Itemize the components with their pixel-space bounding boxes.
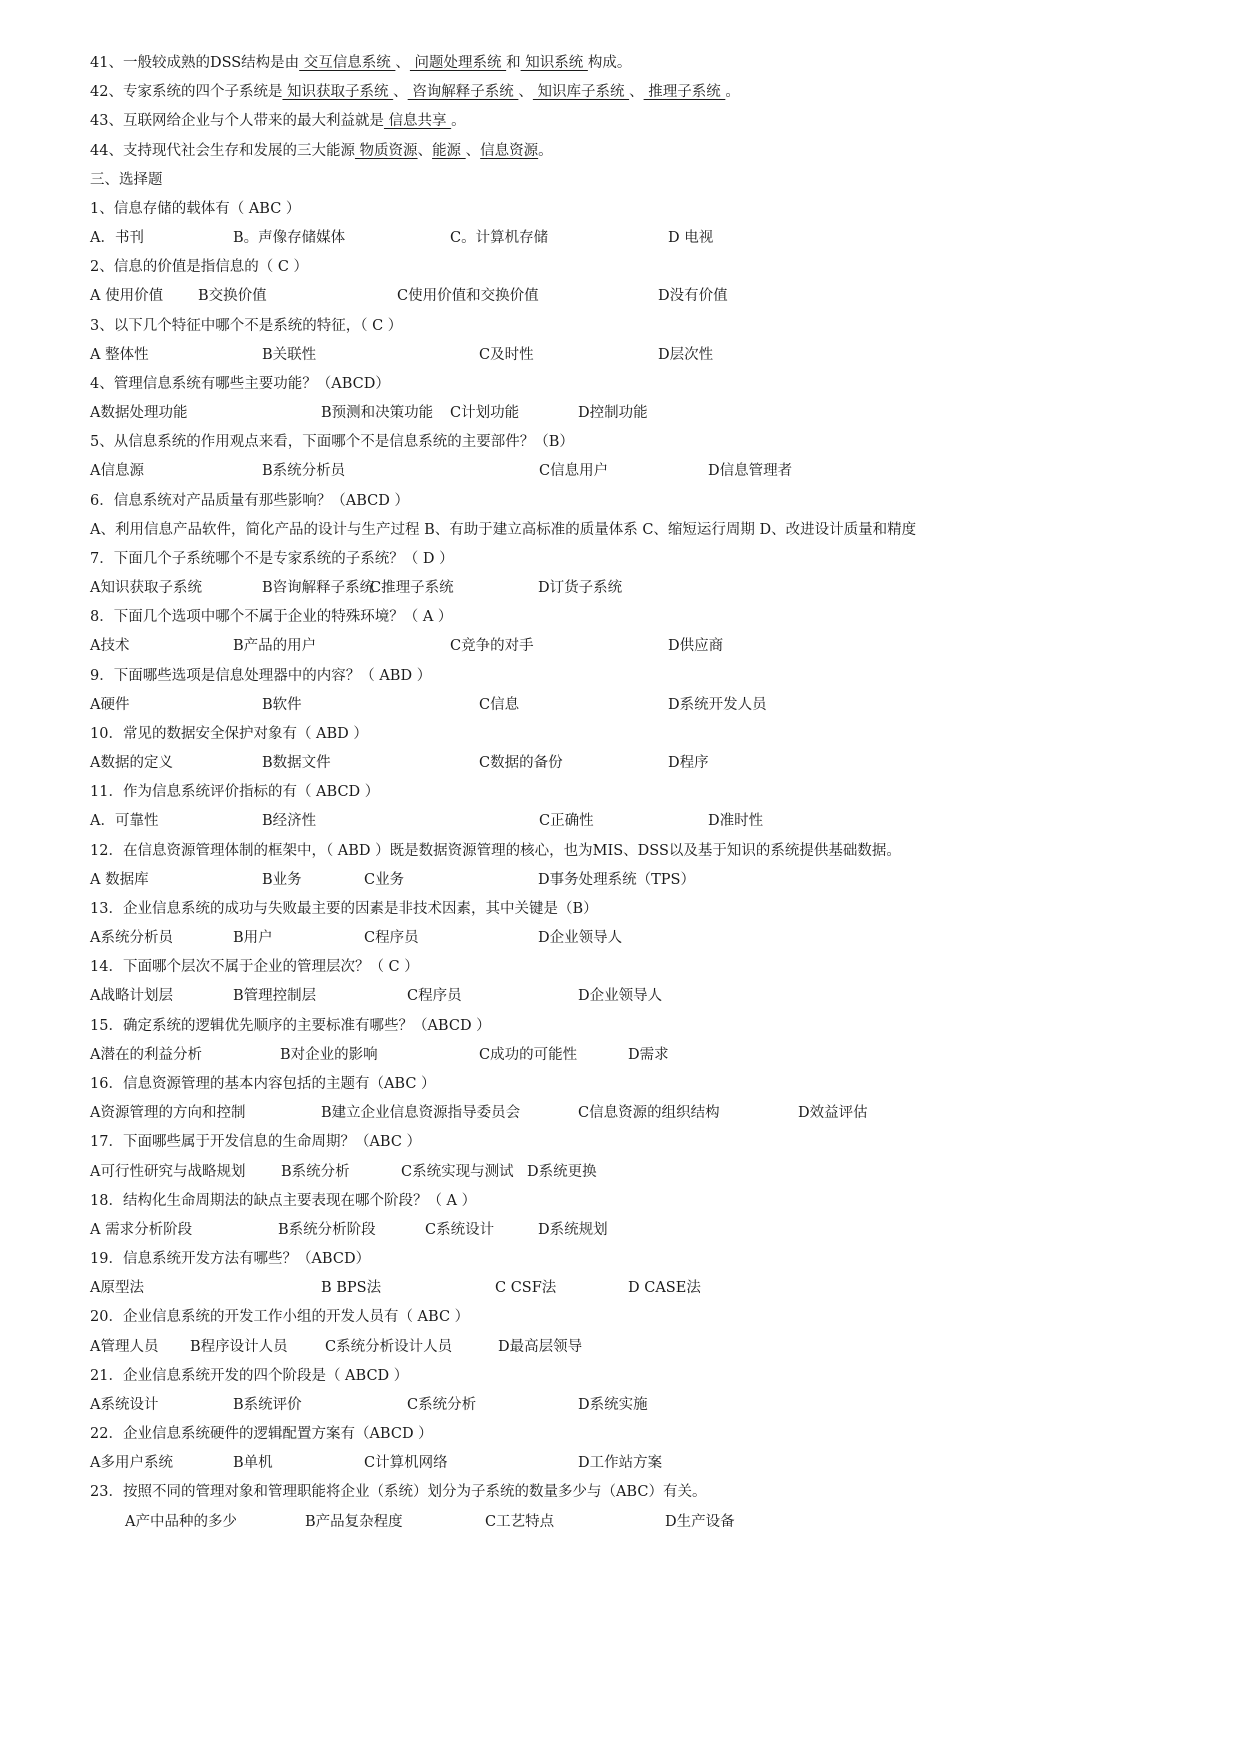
option-b: B系统分析阶段 [278,1221,376,1238]
option-b: B系统分析 [281,1163,350,1180]
option-a: A 需求分析阶段 [90,1221,193,1238]
item-text: 构成。 [587,55,632,71]
option-c: C业务 [364,871,405,888]
option-a: A管理人员 [90,1338,159,1355]
question-text: 13．企业信息系统的成功与失败最主要的因素是非技术因素，其中关键是（B） [90,900,598,917]
item-text: 。 [538,142,553,159]
question-text: A、利用信息产品软件，简化产品的设计与生产过程 B、有助于建立高标准的质量体系 C、缩短运行周期 D、改进设计质量和精度 [90,521,917,538]
option-d: D系统规划 [538,1221,608,1238]
question-text: 7．下面几个子系统哪个不是专家系统的子系统？（ D ） [90,550,454,567]
fill-in-item [90,50,631,76]
item-text: 、 [518,84,533,101]
option-c: C推理子系统 [370,580,454,597]
option-c: C系统分析 [407,1396,477,1413]
option-b: B关联性 [262,346,317,363]
option-d: D工作站方案 [578,1455,663,1472]
question-text: 8．下面几个选项中哪个不属于企业的特殊环境？（ A ） [90,609,453,626]
option-a: A数据处理功能 [90,405,188,421]
option-d: D需求 [628,1046,669,1063]
option-b: B用户 [233,930,273,947]
option-a: A战略计划层 [90,988,173,1005]
question-text: 17．下面哪些属于开发信息的生命周期？（ABC ） [90,1134,422,1151]
option-c: C程序员 [407,988,462,1005]
option-b: B咨询解释子系统 [262,580,375,597]
item-text: 42、专家系统的四个子系统是 [90,84,283,101]
option-d: D企业领导人 [538,930,623,947]
option-d: D信息管理者 [708,463,793,480]
option-c: C成功的可能性 [479,1046,578,1063]
section-heading: 三、选择题 [90,171,163,188]
question-text: 22．企业信息系统硬件的逻辑配置方案有（ABCD ） [90,1426,433,1442]
option-d: D系统实施 [578,1396,648,1413]
option-b: B系统评价 [233,1396,302,1413]
option-b: B产品的用户 [233,638,317,655]
question-text: 4、管理信息系统有哪些主要功能？（ABCD） [90,375,390,392]
option-c: C竞争的对手 [450,638,534,655]
question-text: 20．企业信息系统的开发工作小组的开发人员有（ ABC ） [90,1309,470,1326]
answer-blank: 交互信息系统 [299,55,396,71]
answer-blank: 物质资源 [354,142,418,159]
question-text: 9．下面哪些选项是信息处理器中的内容？（ ABD ） [90,667,432,684]
fill-in-item [90,108,466,134]
answer-blank: 能源 [432,142,466,159]
option-b: B产品复杂程度 [305,1513,403,1530]
option-a: A．可靠性 [90,813,159,830]
option-b: B数据文件 [262,755,331,772]
item-text: 和 [506,55,521,71]
option-c: C信息资源的组织结构 [578,1105,720,1122]
option-c: C数据的备份 [479,755,563,772]
option-d: D系统更换 [527,1163,597,1180]
answer-blank: 推理子系统 [643,84,726,101]
item-text: 、 [629,84,644,101]
answer-blank: 咨询解释子系统 [407,84,519,101]
question-text: 23．按照不同的管理对象和管理职能将企业（系统）划分为子系统的数量多少与（ABC）有关。 [90,1484,707,1501]
option-d: D 电视 [668,230,714,246]
option-b: B系统分析员 [262,463,346,480]
option-d: D CASE法 [628,1280,701,1297]
option-b: B建立企业信息资源指导委员会 [321,1105,521,1122]
option-d: D生产设备 [665,1513,735,1530]
option-a: A潜在的利益分析 [90,1046,202,1063]
option-c: C使用价值和交换价值 [397,288,539,305]
item-text: 41、一般较成熟的DSS结构是由 [90,55,300,71]
answer-blank: 知识获取子系统 [282,84,394,101]
question-text: 18．结构化生命周期法的缺点主要表现在哪个阶段？（ A ） [90,1192,477,1209]
item-text: 、 [395,55,410,71]
option-d: D事务处理系统（TPS） [538,871,695,888]
option-d: D系统开发人员 [668,696,767,713]
fill-in-item [90,138,553,164]
question-text: 10．常见的数据安全保护对象有（ ABD ） [90,725,368,742]
option-b: B预测和决策功能 [321,405,434,421]
option-a: A系统设计 [90,1396,159,1413]
option-d: D企业领导人 [578,988,663,1005]
question-text: 12．在信息资源管理体制的框架中，（ ABD ）既是数据资源管理的核心，也为MIS、DSS以及基于知识的系统提供基础数据。 [90,842,901,859]
option-c: C程序员 [364,930,419,947]
option-d: D最高层领导 [498,1338,583,1355]
option-a: A 使用价值 [90,288,164,305]
option-d: D供应商 [668,638,724,655]
answer-blank: 知识库子系统 [532,84,630,101]
option-d: D程序 [668,755,709,772]
question-text: 2、信息的价值是指信息的（ C ） [90,259,309,276]
answer-blank: 信息共享 [383,113,452,130]
option-c: C系统分析设计人员 [325,1338,453,1355]
question-text: 19．信息系统开发方法有哪些？（ABCD） [90,1251,371,1267]
option-a: A可行性研究与战略规划 [90,1163,246,1180]
option-b: B经济性 [262,813,317,830]
item-text: 43、互联网给企业与个人带来的最大利益就是 [90,113,384,130]
option-b: B单机 [233,1455,273,1472]
option-a: A原型法 [90,1280,144,1297]
option-a: A 整体性 [90,346,149,363]
item-text: 、 [393,84,408,101]
option-a: A．书刊 [90,230,144,246]
option-d: D控制功能 [578,405,648,421]
question-text: 15．确定系统的逻辑优先顺序的主要标准有哪些？（ABCD ） [90,1017,491,1034]
option-c: C。计算机存储 [450,230,549,246]
option-c: C信息用户 [539,463,609,480]
option-d: D准时性 [708,813,764,830]
option-b: B软件 [262,696,302,713]
option-d: D效益评估 [798,1105,868,1122]
option-c: C CSF法 [495,1280,557,1297]
option-b: B。声像存储媒体 [233,230,346,246]
answer-blank: 知识系统 [520,55,588,71]
option-a: A产中品种的多少 [125,1513,237,1530]
option-c: C系统实现与测试 [401,1163,514,1180]
question-text: 1、信息存储的载体有（ ABC ） [90,200,301,217]
item-text: 44、支持现代社会生存和发展的三大能源 [90,142,355,159]
option-b: B程序设计人员 [190,1338,288,1355]
question-text: 11．作为信息系统评价指标的有（ ABCD ） [90,784,380,801]
option-d: D没有价值 [658,288,728,305]
item-text: 。 [725,84,740,101]
item-text: 、 [465,142,481,159]
option-a: A信息源 [90,463,144,480]
option-a: A知识获取子系统 [90,580,202,597]
question-text: 3、以下几个特征中哪个不是系统的特征，（ C ） [90,317,403,334]
answer-blank: 信息资源 [480,142,539,159]
answer-blank: 问题处理系统 [409,55,507,71]
option-b: B业务 [262,871,302,888]
question-text: 6．信息系统对产品质量有那些影响？（ABCD ） [90,492,409,509]
option-c: C计算机网络 [364,1455,448,1472]
question-text: 16．信息资源管理的基本内容包括的主题有（ABC ） [90,1076,436,1092]
fill-in-item [90,79,740,105]
option-a: A资源管理的方向和控制 [90,1105,246,1122]
option-b: B交换价值 [198,288,267,305]
option-a: A系统分析员 [90,930,173,947]
option-a: A 数据库 [90,871,149,888]
question-text: 14．下面哪个层次不属于企业的管理层次？（ C ） [90,959,419,976]
option-b: B对企业的影响 [280,1046,378,1063]
question-text: 21．企业信息系统开发的四个阶段是（ ABCD ） [90,1367,409,1384]
option-c: C工艺特点 [485,1513,555,1530]
option-a: A多用户系统 [90,1455,173,1472]
option-a: A硬件 [90,696,130,713]
option-a: A技术 [90,638,130,655]
option-c: C计划功能 [450,405,520,421]
option-a: A数据的定义 [90,755,173,772]
option-c: C信息 [479,696,520,713]
option-d: D订货子系统 [538,580,623,597]
item-text: 、 [417,142,433,159]
option-c: C系统设计 [425,1221,495,1238]
option-b: B BPS法 [321,1280,382,1297]
option-d: D层次性 [658,346,714,363]
option-c: C正确性 [539,813,594,830]
option-c: C及时性 [479,346,534,363]
option-b: B管理控制层 [233,988,317,1005]
item-text: 。 [451,113,466,130]
question-text: 5、从信息系统的作用观点来看，下面哪个不是信息系统的主要部件？（B） [90,434,574,451]
